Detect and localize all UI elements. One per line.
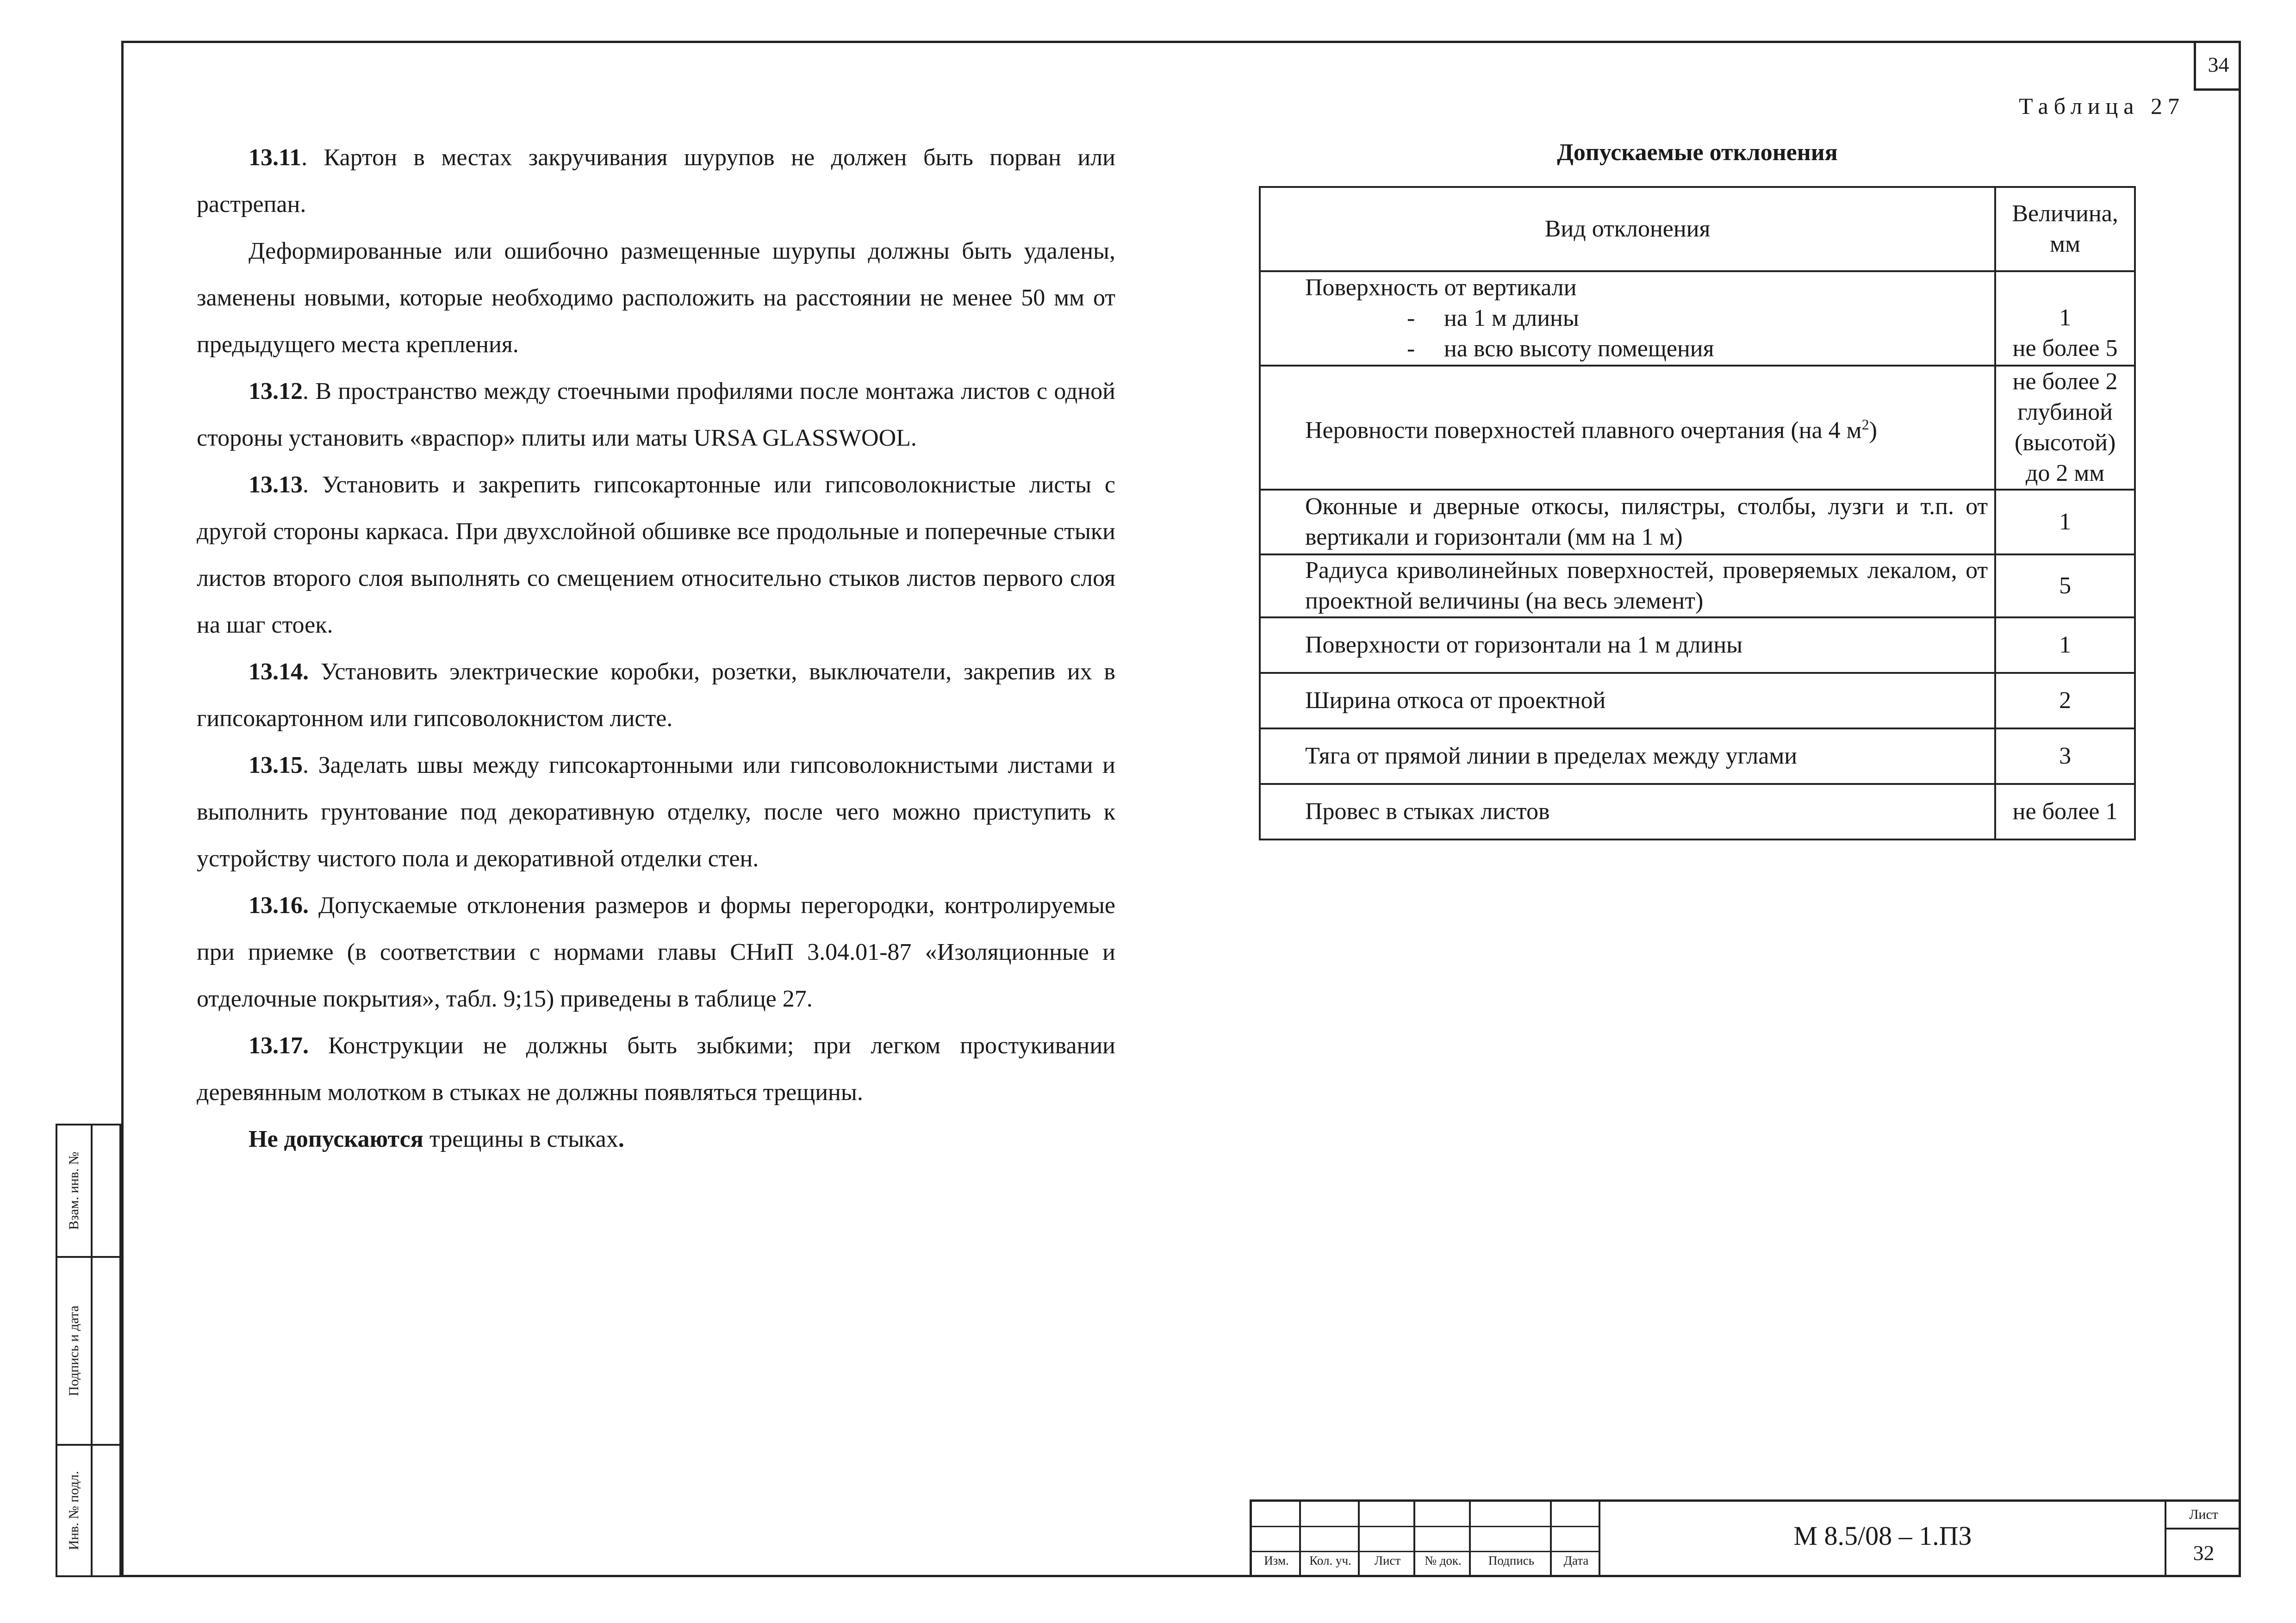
row-value: 5 [1995, 554, 2135, 617]
table-label: Таблица 27 [2019, 93, 2185, 119]
dash: - [1407, 336, 1415, 362]
title-block-header-kol: Кол. уч. [1309, 1554, 1351, 1567]
paragraph-no-cracks [197, 1116, 1115, 1163]
paragraph-13-11 [197, 134, 1115, 228]
row-description: Ширина откоса от проектной [1260, 673, 1995, 728]
sheet-label: Лист [2166, 1502, 2241, 1530]
title-block [1250, 1499, 2241, 1577]
corner-page-number: 34 [2194, 41, 2241, 91]
row-description: Провес в стыках листов [1260, 784, 1995, 839]
table-row [1260, 554, 2135, 617]
paragraph-number: 13.17. [249, 1032, 309, 1059]
side-stamp-podpis-label: Подпись и дата [66, 1306, 81, 1396]
sub-item [1305, 303, 1988, 334]
paragraph-text: . Картон в местах закручивания шурупов не должен быть порван или растрепан. [197, 144, 1115, 218]
table-header-row [1260, 187, 2135, 271]
row-description [1260, 271, 1995, 366]
body-text [197, 134, 1115, 1163]
paragraph-number: 13.12 [249, 378, 303, 404]
title-block-header-doc: № док. [1425, 1554, 1462, 1567]
sub-item [1305, 334, 1988, 364]
sheet-box [2165, 1502, 2241, 1577]
table-row [1260, 366, 2135, 490]
sheet-number: 32 [2193, 1541, 2215, 1565]
row-description: Поверхности от горизонтали на 1 м длины [1260, 617, 1995, 673]
paragraph-text: . Заделать швы между гипсокартонными или гипсоволокнистыми листами и выполнить грунтование под декоративную отделку, после чего можно приступить к устройству чистого пола и декоративной отделки стен. [197, 752, 1115, 872]
row-description: Неровности поверхностей плавного очертания (на 4 $м^2$) [1260, 366, 1995, 490]
title-block-header-izm: Изм. [1264, 1554, 1289, 1567]
paragraph-13-13 [197, 461, 1115, 648]
value-full-height: не более 5 [2012, 335, 2118, 361]
row-description: Оконные и дверные откосы, пилястры, столбы, лузги и т.п. от вертикали и горизонтали (мм на 1 м) [1260, 490, 1995, 554]
deviations-table [1259, 186, 2136, 840]
table-row [1260, 490, 2135, 554]
paragraph-text: Допускаемые отклонения размеров и формы перегородки, контролируемые при приемке (в соответствии с нормами главы СНиП 3.04.01-87 «Изоляционные и отделочные покрытия», табл. 9;15) приведены в таблице 27. [197, 892, 1115, 1012]
row-value [1995, 271, 2135, 366]
paragraph-13-14 [197, 648, 1115, 742]
row-value: 1 [1995, 490, 2135, 554]
table-row [1260, 784, 2135, 839]
title-block-header-date: Дата [1563, 1554, 1589, 1567]
header-deviation-type: Вид отклонения [1260, 187, 1995, 271]
paragraph-number: 13.11 [249, 144, 302, 171]
table-row [1260, 271, 2135, 366]
row-value: 3 [1995, 728, 2135, 784]
paragraph-number: 13.16. [249, 892, 309, 919]
paragraph-number: 13.13 [249, 472, 303, 498]
sub-item-text: на всю высоту помещения [1444, 336, 1714, 362]
row-value: не более 2 глубиной (высотой) до 2 мм [1995, 366, 2135, 490]
paragraph-13-15 [197, 742, 1115, 882]
sub-item-text: на 1 м длины [1444, 305, 1579, 331]
paragraph-end: . [618, 1126, 624, 1152]
row-value: 2 [1995, 673, 2135, 728]
paragraph-text: трещины в стыках [423, 1126, 618, 1152]
header-value-mm: Величина, мм [1995, 187, 2135, 271]
side-stamp-vzam-label: Взам. инв. № [66, 1151, 81, 1230]
paragraph-13-12 [197, 368, 1115, 461]
table-row [1260, 617, 2135, 673]
side-stamp-vzam [56, 1124, 121, 1258]
row-value: не более 1 [1995, 784, 2135, 839]
title-block-header-list: Лист [1374, 1554, 1401, 1567]
row-description: Радиуса криволинейных поверхностей, проверяемых лекалом, от проектной величины (на весь элемент) [1260, 554, 1995, 617]
side-stamp-inv [56, 1444, 121, 1577]
side-stamp-inv-label: Инв. № подл. [66, 1471, 81, 1550]
row-title: Поверхность от вертикали [1305, 274, 1577, 301]
emphasis-text: Не допускаются [249, 1126, 423, 1152]
paragraph-number: 13.15 [249, 752, 303, 778]
side-stamp-podpis [56, 1256, 121, 1446]
table-row [1260, 728, 2135, 784]
paragraph-13-11-cont [197, 228, 1115, 368]
document-code: М 8.5/08 – 1.ПЗ [1793, 1521, 1972, 1551]
dash: - [1407, 305, 1415, 331]
paragraph-text: Деформированные или ошибочно размещенные шурупы должны быть удалены, заменены новыми, которые необходимо расположить на расстоянии не менее 50 мм от предыдущего места крепления. [197, 238, 1115, 358]
paragraph-text: Установить электрические коробки, розетки, выключатели, закрепив их в гипсокартонном или гипсоволокнистом листе. [197, 659, 1115, 732]
paragraph-13-17 [197, 1022, 1115, 1116]
row-description: Тяга от прямой линии в пределах между углами [1260, 728, 1995, 784]
table-title: Допускаемые отклонения [1557, 139, 1838, 166]
paragraph-text: . Установить и закрепить гипсокартонные или гипсоволокнистые листы с другой стороны каркаса. При двухслойной обшивке все продольные и поперечные стыки листов второго слоя выполнять со смещением относительно стыков листов первого слоя на шаг стоек. [197, 472, 1115, 638]
superscript: 2 [1861, 416, 1869, 433]
paragraph-number: 13.14. [249, 659, 309, 685]
table-row [1260, 673, 2135, 728]
row-value: 1 [1995, 617, 2135, 673]
value-1m: 1 [2059, 305, 2072, 331]
paragraph-13-16 [197, 882, 1115, 1022]
title-block-header-sign: Подпись [1488, 1554, 1535, 1567]
paragraph-text: Конструкции не должны быть зыбкими; при легком простукивании деревянным молотком в стыках не должны появляться трещины. [197, 1032, 1115, 1106]
paragraph-text: . В пространство между стоечными профилями после монтажа листов с одной стороны установить «враспор» плиты или маты URSA GLASSWOOL. [197, 378, 1115, 451]
